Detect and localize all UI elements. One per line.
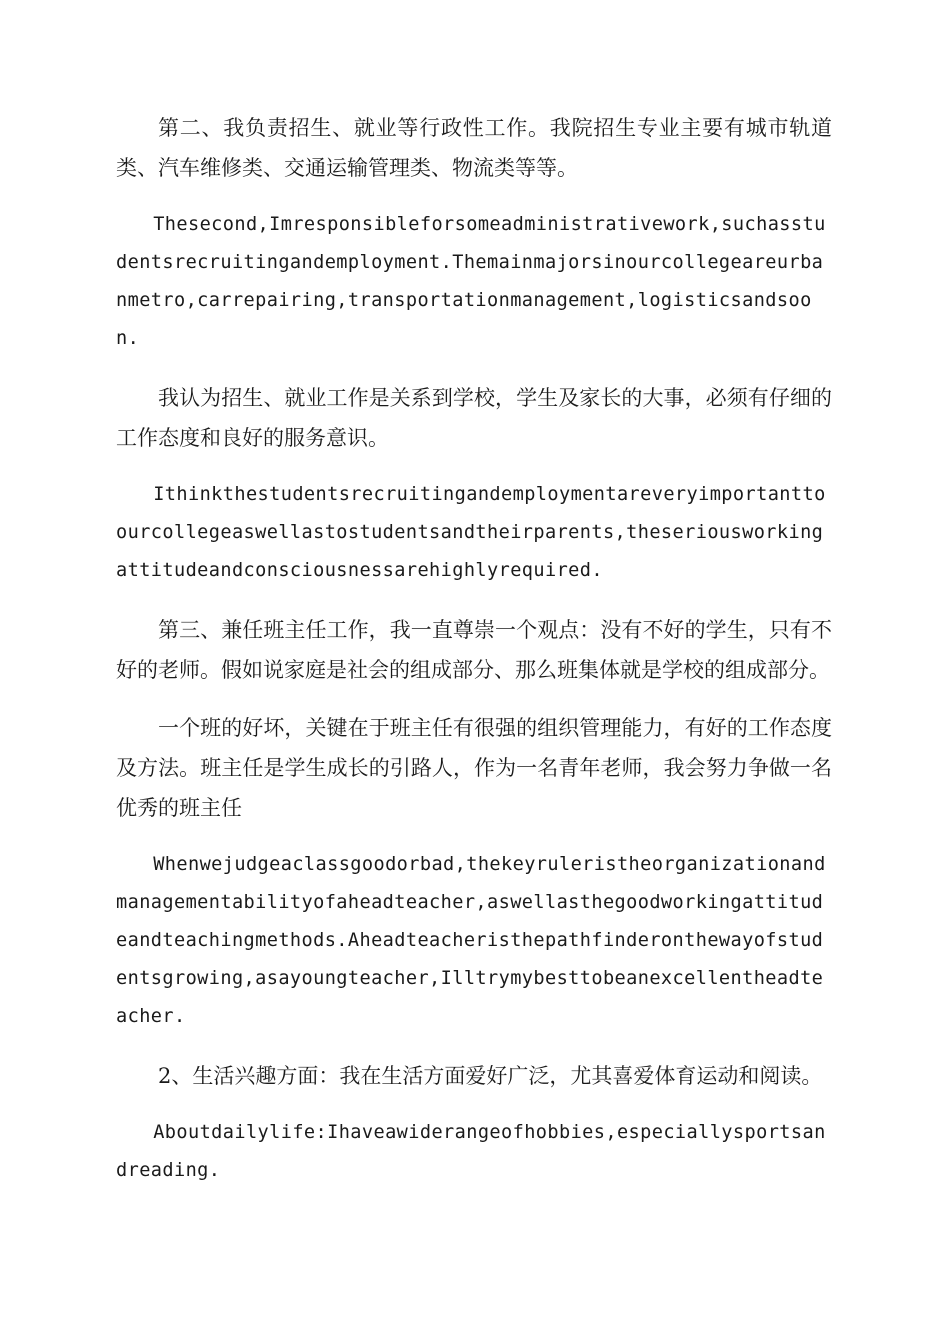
- paragraph-class-management-en: Whenwejudgeaclassgoodorbad,thekeyruleristheorganizationandmanagementabilityofaheadteacher,aswellasthegoodworkingattitudeandteachingmethods.Aheadteacheristhepathfinderonthewayofstudentsgrowing,asayoungteacher,Illtrymybesttobeanexcellentheadteacher.: [116, 854, 826, 1027]
- paragraph-class-management-zh: 一个班的好坏，关键在于班主任有很强的组织管理能力，有好的工作态度及方法。班主任是学生成长的引路人，作为一名青年老师，我会努力争做一名优秀的班主任: [116, 716, 832, 820]
- paragraph-admin-work-en: Thesecond,Imresponsibleforsomeadministrativework,suchasstudentsrecruitingandemployment.Themainmajorsinourcollegeareurbanmetro,carrepairing,transportationmanagement,logisticsandsoon.: [116, 214, 826, 349]
- paragraph-hobbies-en: Aboutdailylife:Ihaveawiderangeofhobbies,especiallysportsandreading.: [116, 1122, 826, 1181]
- paragraph-recruiting-attitude-en: Ithinkthestudentsrecruitingandemploymentareveryimportanttoourcollegeaswellastostudentsandtheirparents,theseriousworkingattitudeandconsciousnessarehighlyrequired.: [116, 484, 826, 581]
- paragraph-head-teacher-zh: 第三、兼任班主任工作，我一直尊崇一个观点：没有不好的学生，只有不好的老师。假如说家庭是社会的组成部分、那么班集体就是学校的组成部分。: [116, 618, 832, 682]
- paragraph-recruiting-attitude-zh: 我认为招生、就业工作是关系到学校，学生及家长的大事，必须有仔细的工作态度和良好的服务意识。: [116, 386, 832, 450]
- paragraph-admin-work-zh: 第二、我负责招生、就业等行政性工作。我院招生专业主要有城市轨道类、汽车维修类、交通运输管理类、物流类等等。: [116, 116, 832, 180]
- paragraph-hobbies-zh: 2、生活兴趣方面：我在生活方面爱好广泛，尤其喜爱体育运动和阅读。: [158, 1064, 823, 1088]
- document-body: [116, 108, 832, 1210]
